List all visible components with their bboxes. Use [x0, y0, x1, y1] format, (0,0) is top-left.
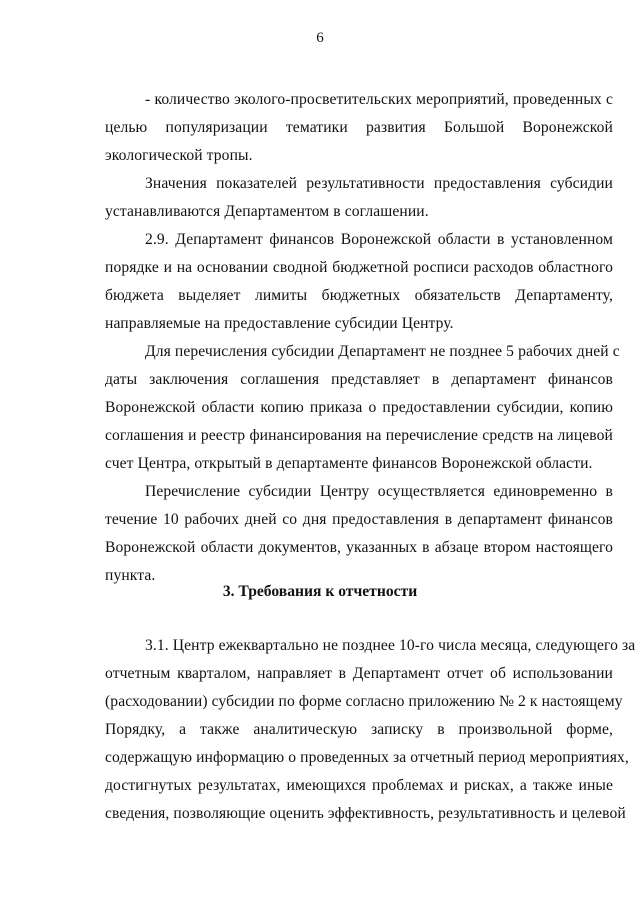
text-line: Для перечисления субсидии Департамент не позднее 5 рабочих дней с	[145, 343, 620, 360]
text-line: целью популяризации тематики развития Большой Воронежской	[105, 119, 613, 136]
text-line: Порядку, а также аналитическую записку в произвольной форме,	[105, 721, 613, 738]
text-line: Воронежской области документов, указанных в абзаце втором настоящего	[105, 539, 613, 556]
text-line: бюджета выделяет лимиты бюджетных обязательств Департаменту,	[105, 287, 613, 304]
text-line: отчетным кварталом, направляет в Департамент отчет об использовании	[105, 665, 613, 682]
text-line: соглашения и реестр финансирования на перечисление средств на лицевой	[105, 427, 613, 444]
text-line: течение 10 рабочих дней со дня предоставления в департамент финансов	[105, 511, 613, 528]
page-number: 6	[316, 30, 324, 46]
text-line: пункта.	[105, 567, 156, 584]
text-line: счет Центра, открытый в департаменте финансов Воронежской области.	[105, 455, 593, 472]
text-line: порядке и на основании сводной бюджетной росписи расходов областного	[105, 259, 613, 276]
text-line: 2.9. Департамент финансов Воронежской области в установленном	[145, 231, 613, 248]
section-heading: 3. Требования к отчетности	[222, 583, 418, 600]
text-line: Значения показателей результативности предоставления субсидии	[145, 175, 613, 192]
text-line: 3.1. Центр ежеквартально не позднее 10-го числа месяца, следующего за	[145, 637, 636, 654]
text-line: достигнутых результатах, имеющихся проблемах и рисках, а также иные	[105, 777, 613, 794]
text-line: экологической тропы.	[105, 147, 253, 164]
text-line: - количество эколого-просветительских мероприятий, проведенных с	[145, 91, 613, 108]
text-line: (расходовании) субсидии по форме согласно приложению № 2 к настоящему	[105, 693, 623, 710]
text-line: направляемые на предоставление субсидии Центру.	[105, 315, 454, 332]
text-line: устанавливаются Департаментом в соглашении.	[105, 203, 429, 220]
text-line: сведения, позволяющие оценить эффективность, результативность и целевой	[105, 805, 626, 822]
text-line: даты заключения соглашения представляет в департамент финансов	[105, 371, 613, 388]
text-line: Перечисление субсидии Центру осуществляется единовременно в	[145, 483, 613, 500]
text-line: содержащую информацию о проведенных за отчетный период мероприятиях,	[105, 749, 629, 766]
text-line: Воронежской области копию приказа о предоставлении субсидии, копию	[105, 399, 613, 416]
